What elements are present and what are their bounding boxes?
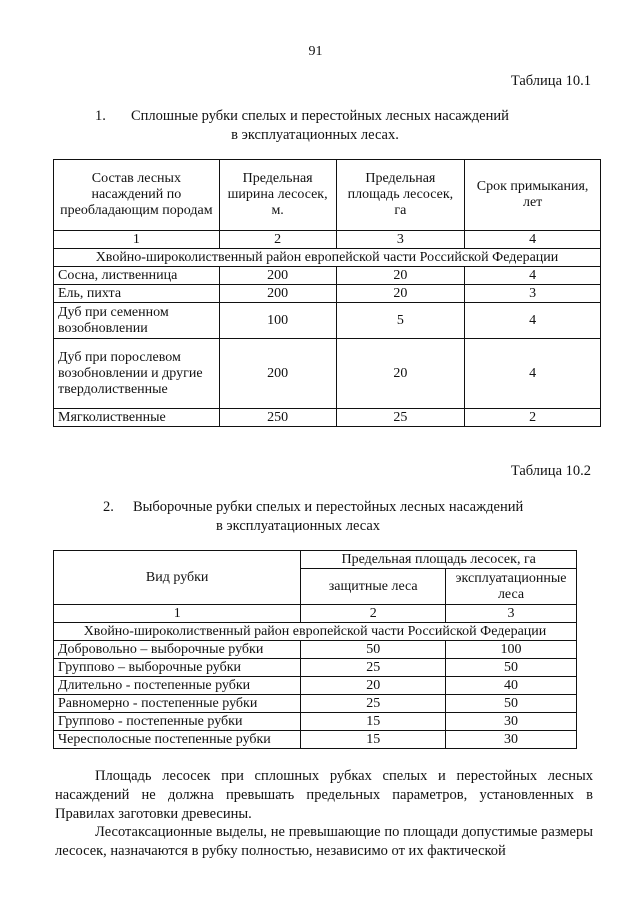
table-header-row bbox=[54, 160, 601, 231]
table-row bbox=[54, 731, 577, 749]
cell: Группово - постепенные рубки bbox=[54, 713, 301, 731]
table-1-heading bbox=[95, 107, 575, 145]
column-number: 1 bbox=[54, 231, 220, 249]
heading-line-1: Сплошные рубки спелых и перестойных лесных насаждений bbox=[131, 108, 509, 124]
cell: 100 bbox=[446, 641, 577, 659]
cell: 3 bbox=[465, 285, 601, 303]
column-number-row bbox=[54, 231, 601, 249]
cell: Ель, пихта bbox=[54, 285, 220, 303]
cell: 25 bbox=[336, 409, 465, 427]
table-2-heading bbox=[103, 498, 583, 536]
table-1-label: Таблица 10.1 bbox=[510, 73, 591, 89]
region-cell: Хвойно-широколиственный район европейской части Российской Федерации bbox=[54, 249, 601, 267]
cell: Мягколиственные bbox=[54, 409, 220, 427]
column-number: 1 bbox=[54, 605, 301, 623]
cell: 20 bbox=[336, 267, 465, 285]
cell: 2 bbox=[465, 409, 601, 427]
cell: 50 bbox=[446, 695, 577, 713]
header-cell: эксплуатационные леса bbox=[446, 569, 577, 605]
header-cell: Срок примыкания, лет bbox=[465, 160, 601, 231]
cell: 15 bbox=[301, 731, 446, 749]
header-cell: защитные леса bbox=[301, 569, 446, 605]
table-header-row bbox=[54, 551, 577, 569]
cell: 25 bbox=[301, 659, 446, 677]
cell: 50 bbox=[446, 659, 577, 677]
cell: 200 bbox=[219, 339, 336, 409]
cell: 40 bbox=[446, 677, 577, 695]
cell: Равномерно - постепенные рубки bbox=[54, 695, 301, 713]
table-2-label: Таблица 10.2 bbox=[510, 463, 591, 479]
cell: 4 bbox=[465, 267, 601, 285]
cell: 100 bbox=[219, 303, 336, 339]
page-number: 91 bbox=[308, 44, 323, 59]
cell: Сосна, лиственница bbox=[54, 267, 220, 285]
body-paragraph: Площадь лесосек при сплошных рубках спелых и перестойных лесных насаждений не должна превышать предельных параметров, установленных в Правилах заготовки древесины. bbox=[55, 768, 593, 822]
cell: 200 bbox=[219, 267, 336, 285]
cell: Дуб при порослевом возобновлении и другие твердолиственные bbox=[54, 339, 220, 409]
table-row bbox=[54, 339, 601, 409]
cell: Дуб при семенном возобновлении bbox=[54, 303, 220, 339]
column-number: 2 bbox=[301, 605, 446, 623]
column-number: 4 bbox=[465, 231, 601, 249]
cell: 250 bbox=[219, 409, 336, 427]
cell: 30 bbox=[446, 731, 577, 749]
cell: 20 bbox=[301, 677, 446, 695]
column-number-row bbox=[54, 605, 577, 623]
heading-line-1: Выборочные рубки спелых и перестойных лесных насаждений bbox=[133, 499, 524, 515]
heading-number: 1. bbox=[95, 108, 106, 124]
column-number: 3 bbox=[446, 605, 577, 623]
table-row bbox=[54, 303, 601, 339]
cell: 4 bbox=[465, 303, 601, 339]
heading-line-2: в эксплуатационных лесах. bbox=[231, 127, 399, 143]
table-2 bbox=[53, 550, 577, 749]
column-number: 3 bbox=[336, 231, 465, 249]
region-row bbox=[54, 249, 601, 267]
cell: Длительно - постепенные рубки bbox=[54, 677, 301, 695]
table-1 bbox=[53, 159, 601, 427]
table-row bbox=[54, 659, 577, 677]
header-cell: Предельная ширина лесосек, м. bbox=[219, 160, 336, 231]
heading-number: 2. bbox=[103, 499, 114, 515]
cell: Чересполосные постепенные рубки bbox=[54, 731, 301, 749]
header-group-cell: Предельная площадь лесосек, га bbox=[301, 551, 577, 569]
header-cell: Состав лесных насаждений по преобладающим породам bbox=[54, 160, 220, 231]
region-row bbox=[54, 623, 577, 641]
cell: 20 bbox=[336, 339, 465, 409]
cell: 200 bbox=[219, 285, 336, 303]
heading-line-2: в эксплуатационных лесах bbox=[215, 518, 381, 534]
column-number: 2 bbox=[219, 231, 336, 249]
cell: 4 bbox=[465, 339, 601, 409]
table-row bbox=[54, 409, 601, 427]
cell: 5 bbox=[336, 303, 465, 339]
table-row bbox=[54, 713, 577, 731]
header-cell: Предельная площадь лесосек, га bbox=[336, 160, 465, 231]
cell: 50 bbox=[301, 641, 446, 659]
cell: Группово – выборочные рубки bbox=[54, 659, 301, 677]
table-row bbox=[54, 677, 577, 695]
cell: 20 bbox=[336, 285, 465, 303]
region-cell: Хвойно-широколиственный район европейской части Российской Федерации bbox=[54, 623, 577, 641]
table-row bbox=[54, 641, 577, 659]
cell: Добровольно – выборочные рубки bbox=[54, 641, 301, 659]
header-cell: Вид рубки bbox=[54, 551, 301, 605]
table-row bbox=[54, 695, 577, 713]
table-row bbox=[54, 267, 601, 285]
cell: 30 bbox=[446, 713, 577, 731]
table-row bbox=[54, 285, 601, 303]
cell: 25 bbox=[301, 695, 446, 713]
cell: 15 bbox=[301, 713, 446, 731]
body-paragraph: Лесотаксационные выделы, не превышающие по площади допустимые размеры лесосек, назначаются в рубку полностью, независимо от их фактической bbox=[55, 824, 593, 859]
